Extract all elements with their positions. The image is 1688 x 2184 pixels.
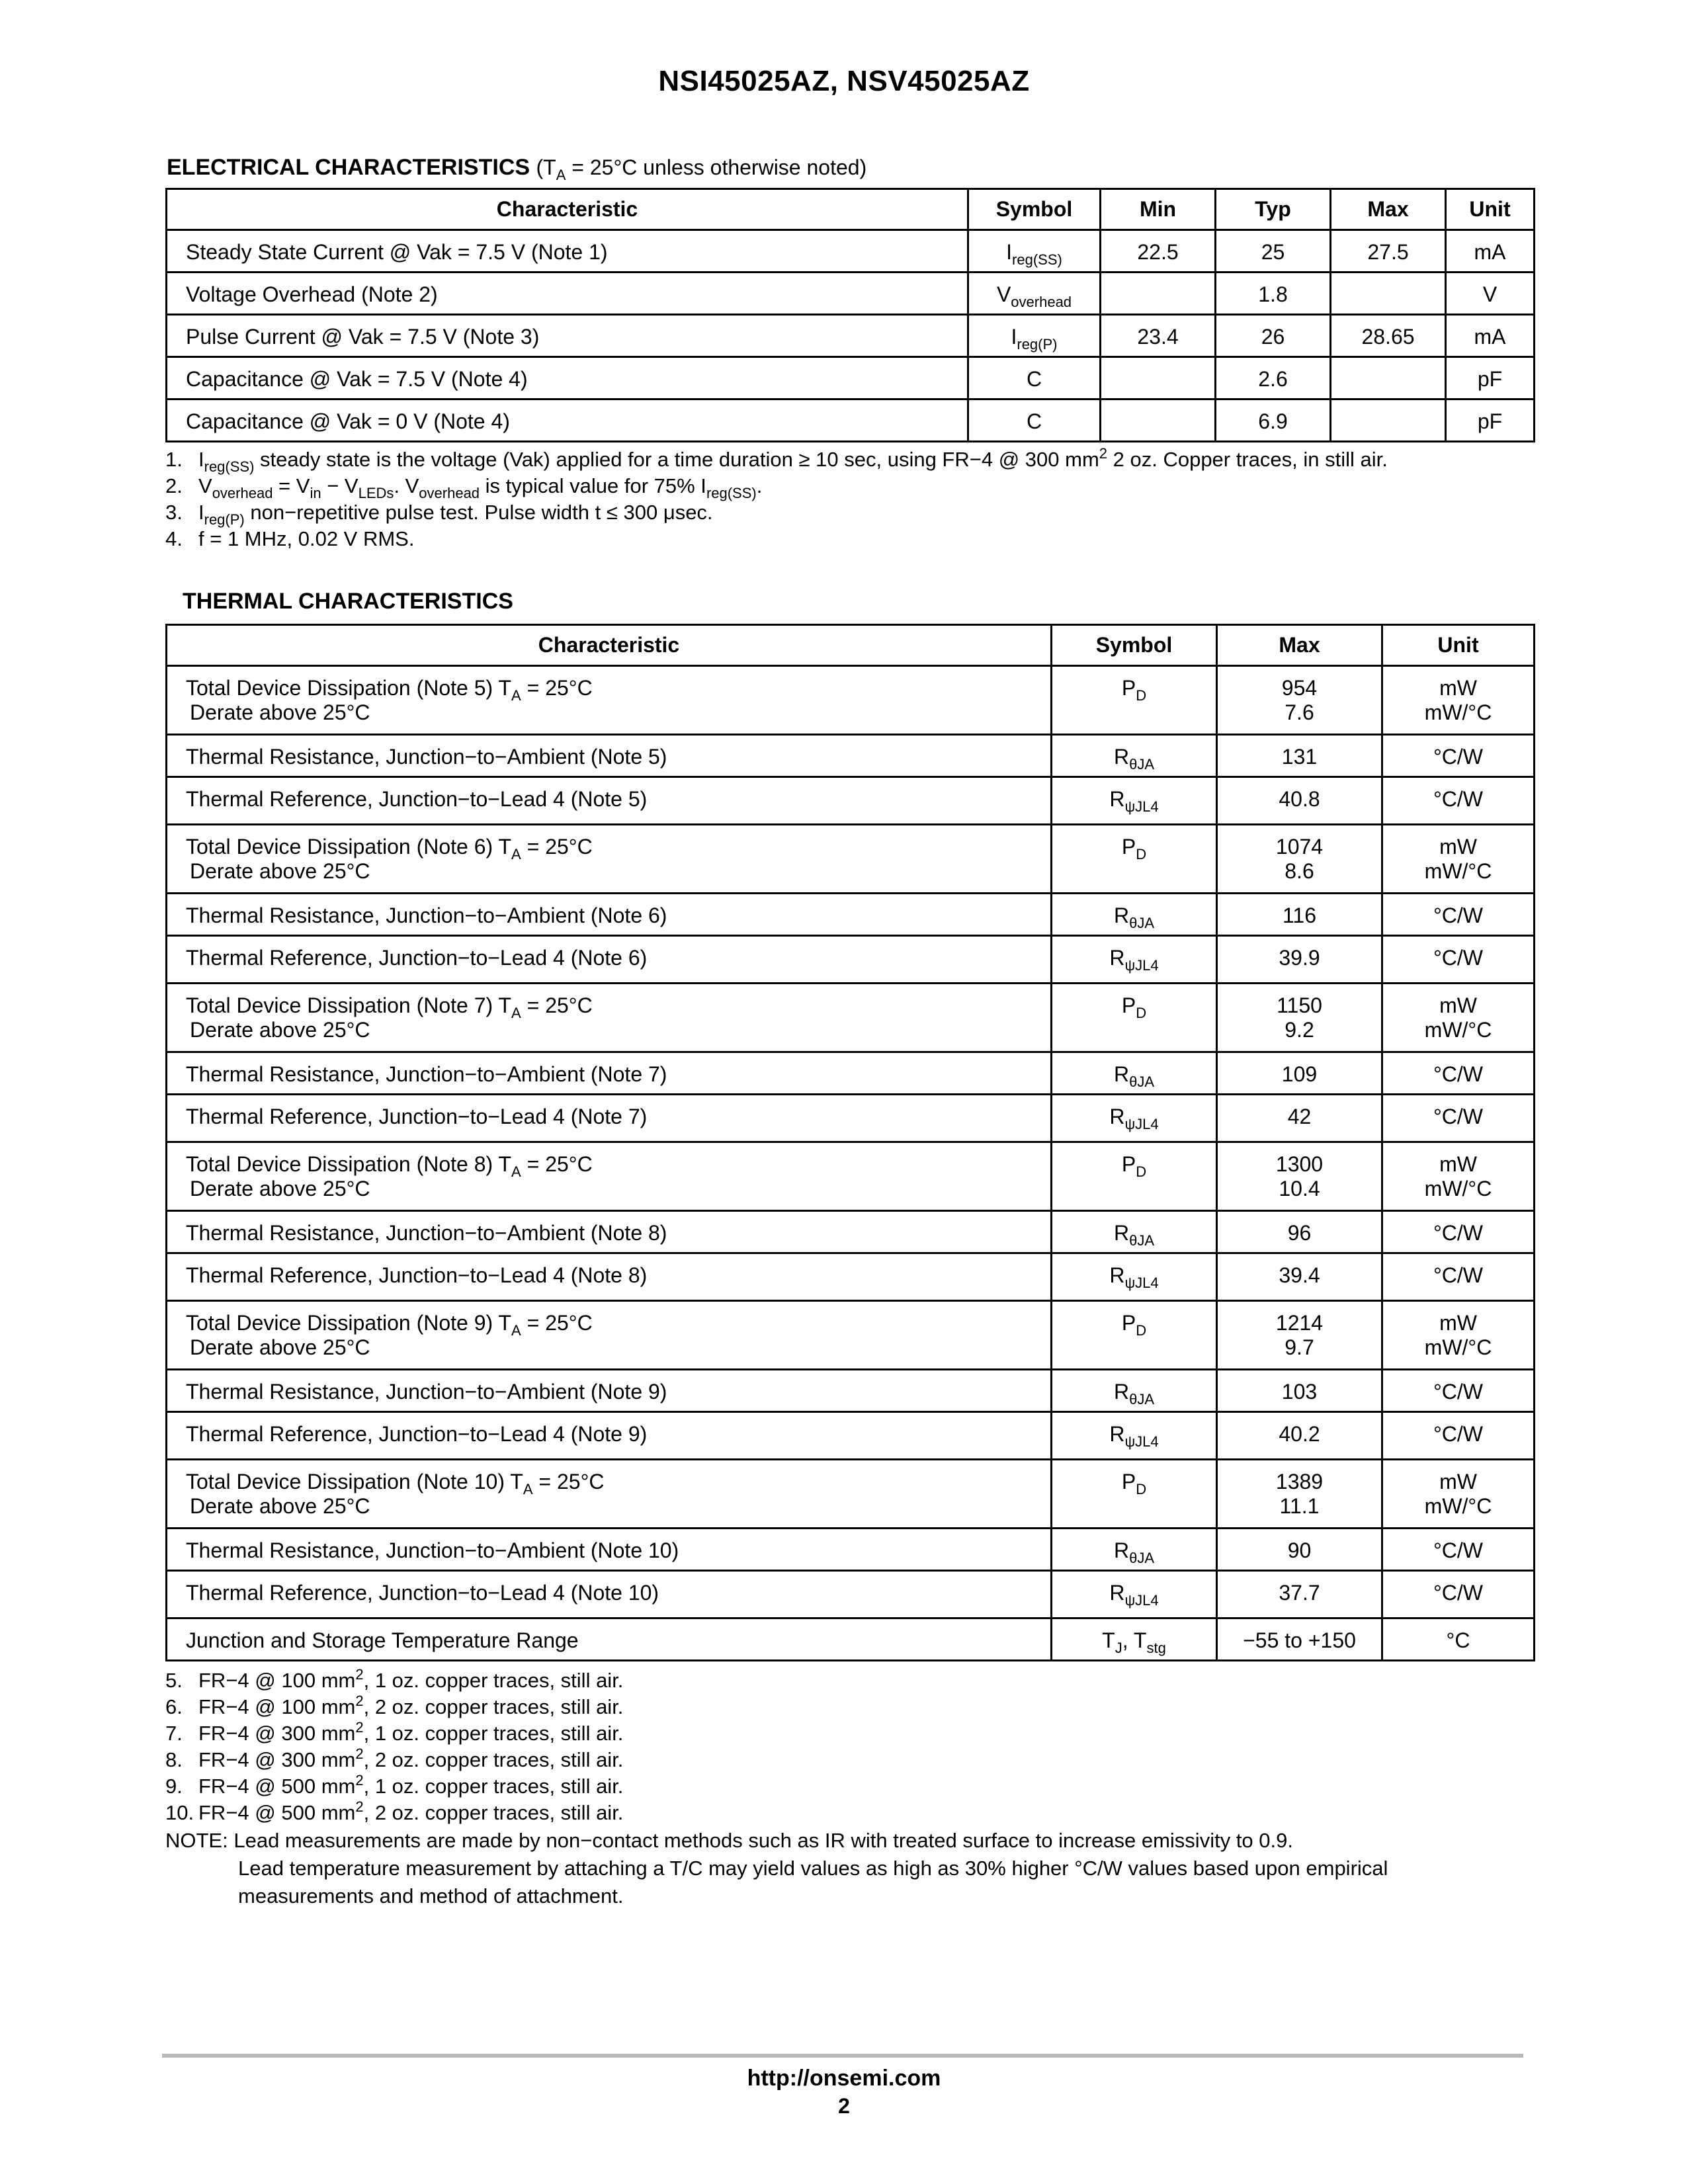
cell-characteristic: Total Device Dissipation (Note 6) $T_A = 25^\circ C$ Derate above 25°C bbox=[167, 825, 1052, 894]
cell-unit: °C/W bbox=[1382, 1571, 1535, 1618]
col-header-characteristic: Characteristic bbox=[167, 189, 968, 230]
cell-max: 40.2 bbox=[1217, 1412, 1382, 1460]
cell-unit: °C/W bbox=[1382, 936, 1535, 984]
cell-characteristic: Voltage Overhead (Note 2) bbox=[167, 273, 968, 315]
thermal-notes bbox=[165, 1668, 623, 1827]
thermal-characteristics-table bbox=[165, 624, 1535, 1661]
footnote-4: 4. f = 1 MHz, 0.02 V RMS. bbox=[165, 527, 415, 550]
cell-unit: °C/W bbox=[1382, 735, 1535, 777]
table-row bbox=[167, 1095, 1535, 1142]
cell-max: 42 bbox=[1217, 1095, 1382, 1142]
cell-symbol: $I_{reg(SS)}$ bbox=[968, 230, 1101, 273]
table-row bbox=[167, 735, 1535, 777]
cell-characteristic: Total Device Dissipation (Note 7) $T_A = 25^\circ C$ Derate above 25°C bbox=[167, 984, 1052, 1052]
cell-max bbox=[1331, 399, 1446, 442]
cell-max bbox=[1331, 357, 1446, 399]
cell-max: 954 7.6 bbox=[1217, 666, 1382, 735]
thermal-section-title: THERMAL CHARACTERISTICS bbox=[183, 589, 513, 614]
cell-characteristic: Total Device Dissipation (Note 10) $T_A = 25^\circ C$ Derate above 25°C bbox=[167, 1460, 1052, 1529]
cell-max: 116 bbox=[1217, 894, 1382, 936]
cell-typ: 1.8 bbox=[1216, 273, 1331, 315]
cell-unit: mW mW/°C bbox=[1382, 825, 1535, 894]
cell-symbol: C bbox=[968, 399, 1101, 442]
cell-max: 1389 11.1 bbox=[1217, 1460, 1382, 1529]
table-row bbox=[167, 273, 1535, 315]
cell-symbol: $R_{\theta JA}$ bbox=[1052, 1211, 1217, 1253]
cell-min: 23.4 bbox=[1101, 315, 1216, 357]
cell-symbol: $I_{reg(P)}$ bbox=[968, 315, 1101, 357]
table-row bbox=[167, 1142, 1535, 1211]
cell-typ: 2.6 bbox=[1216, 357, 1331, 399]
cell-symbol: $P_D$ bbox=[1052, 825, 1217, 894]
table-header-row bbox=[167, 189, 1535, 230]
cell-symbol: $R_{\psi JL4}$ bbox=[1052, 777, 1217, 825]
footnote-6: 6. FR−4 @ 100 $mm^2$, 2 oz. copper traces, still air. bbox=[165, 1693, 624, 1718]
cell-unit: °C/W bbox=[1382, 1529, 1535, 1571]
table-row bbox=[167, 984, 1535, 1052]
table-row bbox=[167, 777, 1535, 825]
col-header-symbol: Symbol bbox=[968, 189, 1101, 230]
cell-unit: pF bbox=[1446, 357, 1535, 399]
cell-unit: °C/W bbox=[1382, 1370, 1535, 1412]
footer-link[interactable]: http://onsemi.com bbox=[747, 2066, 941, 2091]
cell-symbol: $R_{\theta JA}$ bbox=[1052, 735, 1217, 777]
cell-max: 1150 9.2 bbox=[1217, 984, 1382, 1052]
footnote-3: 3. $I_{reg(P)}$ non−repetitive pulse test. Pulse width t ≤ 300 μsec. bbox=[165, 501, 713, 528]
cell-max: 1214 9.7 bbox=[1217, 1301, 1382, 1370]
footnote-8: 8. FR−4 @ 300 $mm^2$, 2 oz. copper traces, still air. bbox=[165, 1745, 624, 1771]
cell-unit: V bbox=[1446, 273, 1535, 315]
table-row bbox=[167, 1460, 1535, 1529]
table-row bbox=[167, 1211, 1535, 1253]
cell-symbol: $T_J$, $T_{stg}$ bbox=[1052, 1618, 1217, 1661]
cell-symbol: $R_{\psi JL4}$ bbox=[1052, 936, 1217, 984]
cell-symbol: $R_{\psi JL4}$ bbox=[1052, 1095, 1217, 1142]
cell-symbol: $R_{\theta JA}$ bbox=[1052, 1370, 1217, 1412]
footnote-2: 2. $V_{overhead} = V_{in} - V_{LEDs}$. $V_{overhead}$ is typical value for 75% $I_{reg(SS)}$. bbox=[165, 474, 763, 501]
cell-max: 131 bbox=[1217, 735, 1382, 777]
cell-max: 1300 10.4 bbox=[1217, 1142, 1382, 1211]
table-row bbox=[167, 825, 1535, 894]
cell-characteristic: Pulse Current @ Vak = 7.5 V (Note 3) bbox=[167, 315, 968, 357]
table-row bbox=[167, 1301, 1535, 1370]
cell-unit: °C/W bbox=[1382, 1211, 1535, 1253]
cell-max: −55 to +150 bbox=[1217, 1618, 1382, 1661]
cell-typ: 6.9 bbox=[1216, 399, 1331, 442]
table-row bbox=[167, 357, 1535, 399]
table-row bbox=[167, 936, 1535, 984]
cell-unit: mA bbox=[1446, 315, 1535, 357]
cell-max: 40.8 bbox=[1217, 777, 1382, 825]
table-row bbox=[167, 230, 1535, 273]
cell-characteristic: Thermal Reference, Junction−to−Lead 4 (Note 6) bbox=[167, 936, 1052, 984]
electrical-characteristics-table bbox=[165, 188, 1535, 442]
cell-max: 37.7 bbox=[1217, 1571, 1382, 1618]
cell-max: 109 bbox=[1217, 1052, 1382, 1095]
cell-characteristic: Thermal Reference, Junction−to−Lead 4 (Note 9) bbox=[167, 1412, 1052, 1460]
cell-characteristic: Thermal Reference, Junction−to−Lead 4 (Note 5) bbox=[167, 777, 1052, 825]
cell-unit: mA bbox=[1446, 230, 1535, 273]
cell-max: 96 bbox=[1217, 1211, 1382, 1253]
footnote-9: 9. FR−4 @ 500 $mm^2$, 1 oz. copper traces, still air. bbox=[165, 1772, 624, 1798]
note-line-2: Lead temperature measurement by attaching a T/C may yield values as high as 30% higher °C/W values based upon empirical bbox=[238, 1857, 1388, 1880]
cell-max: 28.65 bbox=[1331, 315, 1446, 357]
page-number: 2 bbox=[838, 2094, 850, 2118]
cell-unit: pF bbox=[1446, 399, 1535, 442]
footnote-7: 7. FR−4 @ 300 $mm^2$, 1 oz. copper traces, still air. bbox=[165, 1719, 624, 1745]
cell-min bbox=[1101, 273, 1216, 315]
cell-characteristic: Steady State Current @ Vak = 7.5 V (Note 1) bbox=[167, 230, 968, 273]
table-row bbox=[167, 1370, 1535, 1412]
footnote-5: 5. FR−4 @ 100 $mm^2$, 1 oz. copper traces, still air. bbox=[165, 1666, 624, 1692]
table-row bbox=[167, 1253, 1535, 1301]
note-line-3: measurements and method of attachment. bbox=[238, 1884, 624, 1908]
cell-unit: °C/W bbox=[1382, 1095, 1535, 1142]
cell-characteristic: Thermal Resistance, Junction−to−Ambient (Note 5) bbox=[167, 735, 1052, 777]
cell-characteristic: Thermal Resistance, Junction−to−Ambient (Note 9) bbox=[167, 1370, 1052, 1412]
cell-characteristic: Capacitance @ Vak = 0 V (Note 4) bbox=[167, 399, 968, 442]
cell-characteristic: Thermal Resistance, Junction−to−Ambient (Note 10) bbox=[167, 1529, 1052, 1571]
cell-symbol: $P_D$ bbox=[1052, 1142, 1217, 1211]
col-header-unit: Unit bbox=[1446, 189, 1535, 230]
table-row bbox=[167, 894, 1535, 936]
footnote-10: 10. FR−4 @ 500 $mm^2$, 2 oz. copper traces, still air. bbox=[165, 1798, 624, 1824]
cell-max: 39.9 bbox=[1217, 936, 1382, 984]
cell-symbol: $R_{\theta JA}$ bbox=[1052, 1529, 1217, 1571]
table-row bbox=[167, 1412, 1535, 1460]
cell-characteristic: Thermal Resistance, Junction−to−Ambient (Note 6) bbox=[167, 894, 1052, 936]
cell-symbol: $R_{\psi JL4}$ bbox=[1052, 1571, 1217, 1618]
electrical-section-title bbox=[167, 155, 866, 181]
cell-characteristic: Thermal Reference, Junction−to−Lead 4 (Note 8) bbox=[167, 1253, 1052, 1301]
cell-symbol: $R_{\theta JA}$ bbox=[1052, 894, 1217, 936]
cell-max bbox=[1331, 273, 1446, 315]
footer-divider bbox=[162, 2054, 1523, 2058]
table-row bbox=[167, 666, 1535, 735]
col-header-max: Max bbox=[1331, 189, 1446, 230]
cell-typ: 25 bbox=[1216, 230, 1331, 273]
cell-max: 90 bbox=[1217, 1529, 1382, 1571]
table-row bbox=[167, 315, 1535, 357]
note-line-1: Lead measurements are made by non−contact methods such as IR with treated surface to increase emissivity to 0.9. bbox=[233, 1829, 1293, 1852]
cell-max: 1074 8.6 bbox=[1217, 825, 1382, 894]
lead-measurement-note bbox=[165, 1827, 1388, 1910]
cell-symbol: $P_D$ bbox=[1052, 984, 1217, 1052]
cell-characteristic: Thermal Reference, Junction−to−Lead 4 (Note 10) bbox=[167, 1571, 1052, 1618]
table-row bbox=[167, 1529, 1535, 1571]
cell-symbol: $P_D$ bbox=[1052, 666, 1217, 735]
table-row bbox=[167, 1618, 1535, 1661]
col-header-max: Max bbox=[1217, 625, 1382, 666]
cell-symbol: $R_{\psi JL4}$ bbox=[1052, 1253, 1217, 1301]
electrical-notes bbox=[165, 447, 1388, 551]
cell-characteristic: Total Device Dissipation (Note 5) $T_A = 25^\circ C$ Derate above 25°C bbox=[167, 666, 1052, 735]
cell-unit: mW mW/°C bbox=[1382, 1301, 1535, 1370]
col-header-unit: Unit bbox=[1382, 625, 1535, 666]
electrical-condition: ($T_A = 25^\circ C$ unless otherwise noted) bbox=[536, 155, 867, 183]
col-header-symbol: Symbol bbox=[1052, 625, 1217, 666]
cell-characteristic: Thermal Reference, Junction−to−Lead 4 (Note 7) bbox=[167, 1095, 1052, 1142]
cell-max: 103 bbox=[1217, 1370, 1382, 1412]
table-row bbox=[167, 1571, 1535, 1618]
cell-symbol: $P_D$ bbox=[1052, 1460, 1217, 1529]
page-title: NSI45025AZ, NSV45025AZ bbox=[658, 65, 1030, 97]
footnote-1: 1. $I_{reg(SS)}$ steady state is the voltage (Vak) applied for a time duration ≥ 10 sec, using FR−4 @ 300 $mm^2$ 2 oz. Copper traces, in still air. bbox=[165, 445, 1388, 475]
cell-unit: mW mW/°C bbox=[1382, 666, 1535, 735]
cell-unit: mW mW/°C bbox=[1382, 984, 1535, 1052]
note-label: NOTE: bbox=[165, 1829, 228, 1852]
cell-symbol: $R_{\psi JL4}$ bbox=[1052, 1412, 1217, 1460]
cell-min bbox=[1101, 357, 1216, 399]
cell-min: 22.5 bbox=[1101, 230, 1216, 273]
cell-characteristic: Junction and Storage Temperature Range bbox=[167, 1618, 1052, 1661]
cell-unit: °C/W bbox=[1382, 894, 1535, 936]
cell-symbol: $V_{overhead}$ bbox=[968, 273, 1101, 315]
cell-unit: °C/W bbox=[1382, 777, 1535, 825]
cell-characteristic: Thermal Resistance, Junction−to−Ambient (Note 7) bbox=[167, 1052, 1052, 1095]
cell-symbol: $R_{\theta JA}$ bbox=[1052, 1052, 1217, 1095]
table-row bbox=[167, 1052, 1535, 1095]
cell-unit: °C/W bbox=[1382, 1253, 1535, 1301]
col-header-characteristic: Characteristic bbox=[167, 625, 1052, 666]
cell-unit: °C/W bbox=[1382, 1412, 1535, 1460]
cell-unit: °C bbox=[1382, 1618, 1535, 1661]
table-header-row bbox=[167, 625, 1535, 666]
col-header-typ: Typ bbox=[1216, 189, 1331, 230]
cell-max: 39.4 bbox=[1217, 1253, 1382, 1301]
col-header-min: Min bbox=[1101, 189, 1216, 230]
cell-characteristic: Total Device Dissipation (Note 8) $T_A = 25^\circ C$ Derate above 25°C bbox=[167, 1142, 1052, 1211]
cell-min bbox=[1101, 399, 1216, 442]
cell-characteristic: Total Device Dissipation (Note 9) $T_A = 25^\circ C$ Derate above 25°C bbox=[167, 1301, 1052, 1370]
cell-unit: mW mW/°C bbox=[1382, 1460, 1535, 1529]
cell-unit: °C/W bbox=[1382, 1052, 1535, 1095]
cell-typ: 26 bbox=[1216, 315, 1331, 357]
cell-max: 27.5 bbox=[1331, 230, 1446, 273]
cell-characteristic: Capacitance @ Vak = 7.5 V (Note 4) bbox=[167, 357, 968, 399]
cell-characteristic: Thermal Resistance, Junction−to−Ambient (Note 8) bbox=[167, 1211, 1052, 1253]
electrical-title: ELECTRICAL CHARACTERISTICS bbox=[167, 155, 530, 180]
cell-unit: mW mW/°C bbox=[1382, 1142, 1535, 1211]
cell-symbol: $P_D$ bbox=[1052, 1301, 1217, 1370]
cell-symbol: C bbox=[968, 357, 1101, 399]
table-row bbox=[167, 399, 1535, 442]
